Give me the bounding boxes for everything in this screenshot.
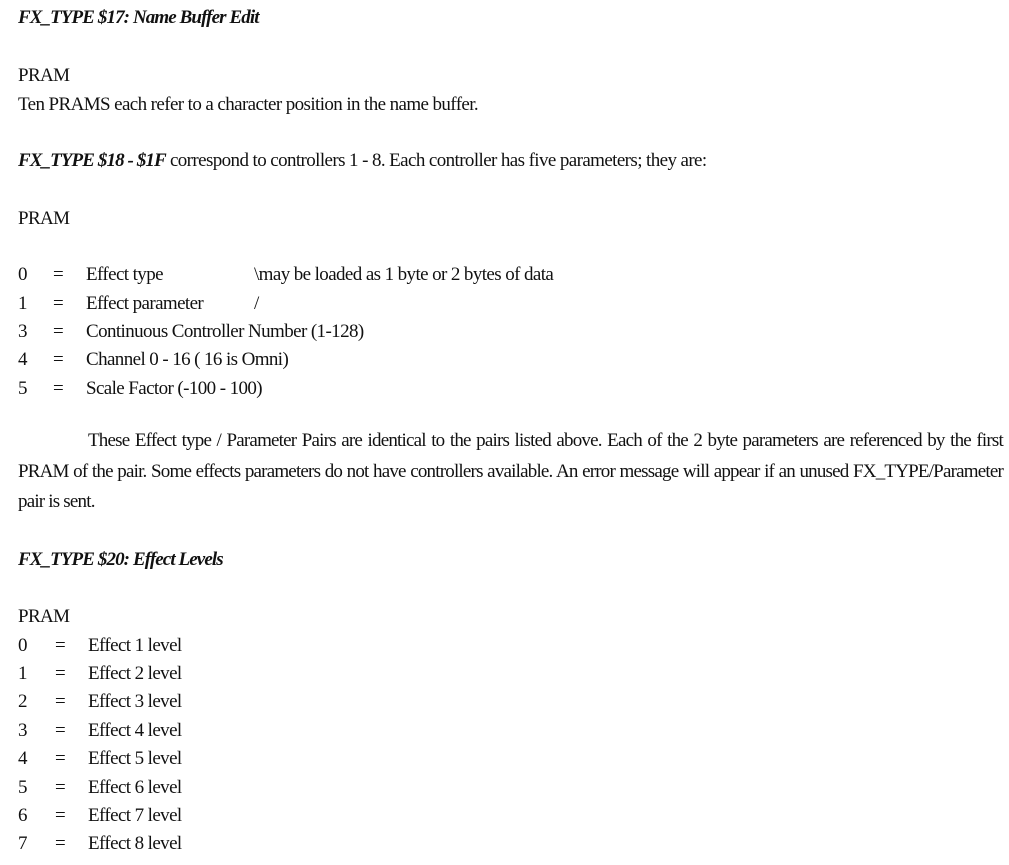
equals-sign: = [55,748,66,769]
equals-sign: = [53,321,64,342]
controllers-intro [18,149,707,173]
pram-number: 6 [18,805,27,826]
pram-number: 0 [18,264,27,285]
level-description: Effect 7 level [88,805,182,826]
equals-sign: = [53,349,64,370]
level-description: Effect 6 level [88,777,182,798]
pram-number: 0 [18,635,27,656]
pram-number: 1 [18,663,27,684]
equals-sign: = [55,805,66,826]
pram-label: PRAM [18,606,70,627]
paragraph-text: These Effect type / Parameter Pairs are identical to the pairs listed above. Each of the 2 byte parameters are referenced by the first PRAM of the pair. Some effects parameters do not have controllers available. An error message will appear if an unused FX_TYPE/Parameter pair is sent. [18,430,1003,512]
pram-description: Effect type [86,264,163,285]
pram-note: \may be loaded as 1 byte or 2 bytes of data [254,264,554,285]
equals-sign: = [53,293,64,314]
level-description: Effect 3 level [88,691,182,712]
controllers-intro-text: correspond to controllers 1 - 8. Each controller has five parameters; they are: [165,150,707,171]
pram-number: 7 [18,833,27,854]
pram-number: 1 [18,293,27,314]
section-heading-name-buffer-edit: FX_TYPE $17: Name Buffer Edit [18,7,259,28]
equals-sign: = [55,833,66,854]
pram-label: PRAM [18,208,70,229]
level-description: Effect 1 level [88,635,182,656]
pram-number: 5 [18,378,27,399]
effect-pairs-paragraph [18,426,1003,518]
pram-number: 4 [18,748,27,769]
equals-sign: = [55,720,66,741]
level-description: Effect 5 level [88,748,182,769]
equals-sign: = [53,378,64,399]
pram-description: Continuous Controller Number (1-128) [86,321,364,342]
section-heading-effect-levels: FX_TYPE $20: Effect Levels [18,549,223,570]
level-description: Effect 2 level [88,663,182,684]
pram-number: 3 [18,321,27,342]
equals-sign: = [55,663,66,684]
equals-sign: = [55,635,66,656]
equals-sign: = [55,777,66,798]
equals-sign: = [53,264,64,285]
section-heading-controllers: FX_TYPE $18 - $1F [18,150,166,171]
level-description: Effect 8 level [88,833,182,854]
section-description: Ten PRAMS each refer to a character position in the name buffer. [18,94,479,115]
pram-number: 4 [18,349,27,370]
pram-description: Scale Factor (-100 - 100) [86,378,262,399]
level-description: Effect 4 level [88,720,182,741]
pram-number: 2 [18,691,27,712]
equals-sign: = [55,691,66,712]
pram-description: Channel 0 - 16 ( 16 is Omni) [86,349,289,370]
pram-description: Effect parameter [86,293,204,314]
pram-number: 3 [18,720,27,741]
pram-label: PRAM [18,65,70,86]
pram-number: 5 [18,777,27,798]
pram-note: / [254,293,259,314]
